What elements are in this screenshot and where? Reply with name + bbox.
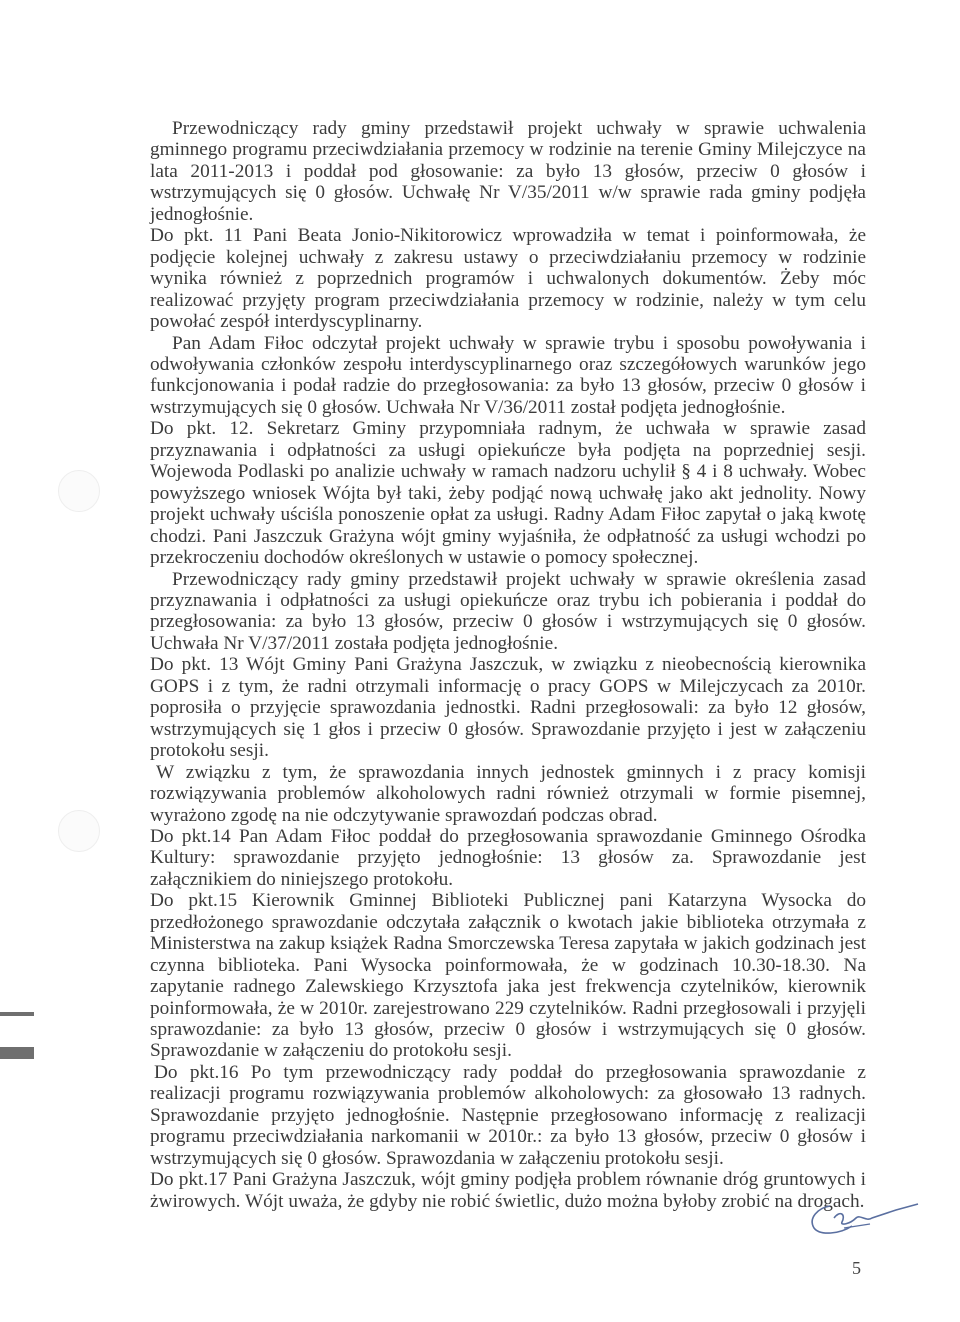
punch-hole-bottom: [58, 810, 100, 852]
paragraph: Do pkt.16 Po tym przewodniczący rady poddał do przegłosowania sprawozdanie z realizacji programu rozwiązywania problemów alkoholowych: za głosowało 13 radnych. Sprawozdanie przyjęto jednogłośnie. Następnie przegłosowano informację z realizacji programu przeciwdziałania narkomanii w 2010r.: za było 13 głosów, przeciw 0 głosów i wstrzymujących się 0 głosów. Sprawozdania w załączeniu protokołu sesji.: [150, 1061, 866, 1169]
paragraph: Do pkt.15 Kierownik Gminnej Biblioteki Publicznej pani Katarzyna Wysocka do przedłożonego sprawozdanie odczytała załącznik o kwotach jakie biblioteka otrzymała z Ministerstwa na zakup książek Radna Smorczewska Teresa zapytała w jakich godzinach jest czynna biblioteka. Pani Wysocka poinformowała, że w godzinach 10.30-18.30. Na zapytanie radnego Zalewskiego Krzysztofa jaka jest frekwencja czytelników, kierownik poinformowała, że w 2010r. zarejestrowano 229 czytelników. Radni przegłosowali i przyjęli sprawozdanie: za było 13 głosów, przeciw 0 głosów i wstrzymujących się 0 głosów. Sprawozdanie w załączeniu do protokołu sesji.: [150, 890, 866, 1062]
paragraph: Do pkt. 12. Sekretarz Gminy przypomniała radnym, że uchwała w sprawie zasad przyznawania i odpłatności za usługi opiekuńcze była podjęta na poprzedniej sesji. Wojewoda Podlaski po analizie uchwały w ramach nadzoru uchylił § 4 i 8 uchwały. Wobec powyższego wniosek Wójta był taki, żeby podjąć nową uchwałę jako akt jednolity. Nowy projekt uchwały uściśla ponoszenie opłat za usługi. Radny Adam Fiłoc zapytał o jaką kwotę chodzi. Pani Jaszczuk Grażyna wójt gminy wyjaśniła, że odpłatność za usługi wchodzi po przekroczeniu dochodów określonych w ustawie o pomocy społecznej.: [150, 418, 866, 569]
paragraph: Pan Adam Fiłoc odczytał projekt uchwały w sprawie trybu i sposobu powoływania i odwoływania członków zespołu interdyscyplinarnego oraz szczegółowych warunków jego funkcjonowania i podał radzie do przegłosowania: za było 13 głosów, przeciw 0 głosów i wstrzymujących się 0 głosów. Uchwała Nr V/36/2011 został podjęta jednogłośnie.: [150, 332, 866, 418]
paragraph: Do pkt.14 Pan Adam Fiłoc poddał do przegłosowania sprawozdanie Gminnego Ośrodka Kultury: sprawozdanie przyjęto jednogłośnie: 13 głosów za. Sprawozdanie jest załącznikiem do niniejszego protokołu.: [150, 825, 866, 890]
page-number: 5: [852, 1258, 861, 1278]
paragraph: Do pkt. 13 Wójt Gminy Pani Grażyna Jaszczuk, w związku z nieobecnością kierownika GOPS i z tym, że radni otrzymali informację o pracy GOPS w Milejczycach za 2010r. poprosiła o przyjęcie sprawozdania jednostki. Radni przegłosowali: za było 12 głosów, wstrzymujących się 1 głos i przeciw 0 głosów. Sprawozdanie przyjęto i jest w załączeniu protokołu sesji.: [150, 654, 866, 762]
paragraph: W związku z tym, że sprawozdania innych jednostek gminnych i z pracy komisji rozwiązywania problemów alkoholowych radni również otrzymali w formie pisemnej, wyrażono zgodę na nie odczytywanie sprawozdań podczas obrad.: [150, 761, 866, 826]
signature-icon: [800, 1188, 925, 1238]
scan-edge-mark: [0, 1012, 34, 1016]
paragraph: Przewodniczący rady gminy przedstawił projekt uchwały w sprawie określenia zasad przyznawania i odpłatności za usługi opiekuńcze oraz trybu ich pobierania i poddał do przegłosowania: za było 13 głosów, przeciw 0 głosów i wstrzymujących się 0 głosów. Uchwała Nr V/37/2011 została podjęta jednogłośnie.: [150, 568, 866, 654]
scan-edge-mark: [0, 1047, 34, 1059]
paragraph: Do pkt. 11 Pani Beata Jonio-Nikitorowicz wprowadziła w temat i poinformowała, że podjęcie kolejnej uchwały z zakresu ustawy o przeciwdziałaniu przemocy w rodzinie wynika również z poprzednich programów i uchwalonych dokumentów. Żeby móc realizować przyjęty program przeciwdziałania przemocy w rodzinie, należy w tym celu powołać zespół interdyscyplinarny.: [150, 225, 866, 333]
paragraph: Przewodniczący rady gminy przedstawił projekt uchwały w sprawie uchwalenia gminnego programu przeciwdziałania przemocy w rodzinie na terenie Gminy Milejczyce na lata 2011-2013 i poddał pod głosowanie: za było 13 głosów, przeciw 0 głosów i wstrzymujących się 0 głosów. Uchwałę Nr V/35/2011 w/w sprawie rada gminy podjęła jednogłośnie.: [150, 118, 866, 225]
punch-hole-top: [58, 470, 100, 512]
document-body: [150, 118, 866, 1212]
paragraph: Do pkt.17 Pani Grażyna Jaszczuk, wójt gminy podjęła problem równanie dróg gruntowych i żwirowych. Wójt uważa, że gdyby nie robić świetlic, dużo można byłoby zrobić na drogach.: [150, 1169, 866, 1212]
